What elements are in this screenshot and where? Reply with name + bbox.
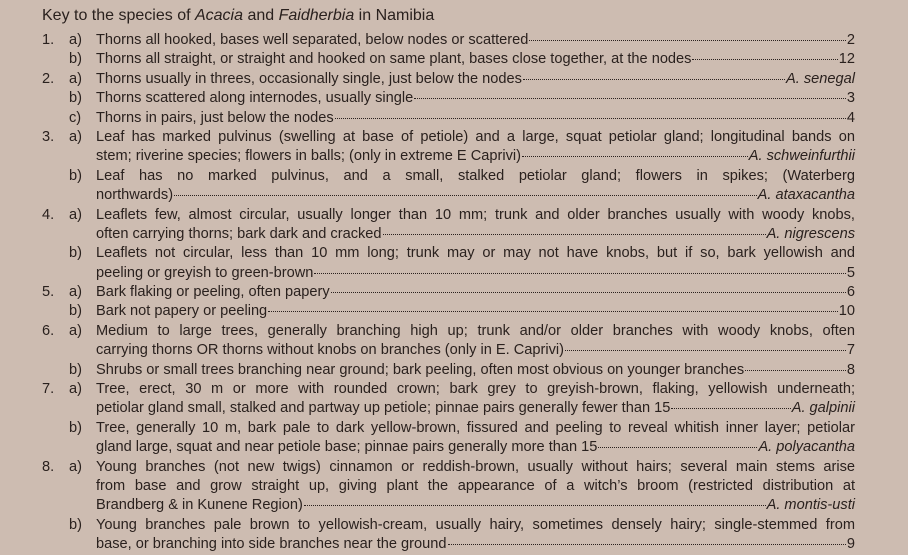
- lead-text: Young branches pale brown to yellowish-cream, usually hairy, sometimes densely hairy; single-stemmed from: [96, 516, 855, 533]
- lead-description: base, or branching into side branches near the ground: [96, 536, 447, 553]
- lead-letter: a): [69, 206, 82, 223]
- lead-text-with-result: [96, 341, 855, 360]
- dot-leader: [565, 350, 846, 351]
- lead-description: peeling or greyish to green-brown: [96, 264, 314, 281]
- dot-leader: [522, 156, 748, 157]
- key-line: [0, 264, 908, 283]
- lead-letter: b): [69, 303, 82, 320]
- couplet-number: 7.: [42, 381, 55, 398]
- lead-text-with-result: [96, 225, 855, 244]
- key-line: [0, 225, 908, 244]
- key-line: [0, 70, 908, 89]
- key-line: [0, 244, 908, 263]
- lead-text-with-result: [96, 50, 855, 69]
- couplet-number: 1.: [42, 32, 55, 48]
- next-couplet-ref: 4: [846, 109, 855, 126]
- lead-letter: a): [69, 284, 82, 301]
- lead-description: northwards): [96, 187, 174, 204]
- key-line: [0, 399, 908, 418]
- key-line: [0, 341, 908, 360]
- lead-letter: c): [69, 109, 82, 126]
- couplet-number: 4.: [42, 206, 55, 223]
- lead-text-with-result: [96, 283, 855, 302]
- species-name: A. polyacantha: [758, 439, 855, 456]
- next-couplet-ref: 8: [846, 361, 855, 378]
- lead-letter: b): [69, 51, 82, 68]
- couplet-number: 2.: [42, 70, 55, 87]
- next-couplet-ref: 12: [838, 51, 855, 68]
- key-line: [0, 147, 908, 166]
- key-line: [0, 496, 908, 515]
- lead-text: Leaflets not circular, less than 10 mm long; trunk may or may not have knobs, but if so, bark yellowish and: [96, 245, 855, 262]
- lead-text: Medium to large trees, generally branching high up; trunk and/or older branches with woody knobs, often: [96, 322, 855, 339]
- dot-leader: [745, 370, 846, 371]
- lead-description: carrying thorns OR thorns without knobs on branches (only in E. Caprivi): [96, 342, 565, 359]
- key-line: [0, 302, 908, 321]
- lead-letter: b): [69, 516, 82, 533]
- lead-text: Leaflets few, almost circular, usually longer than 10 mm; trunk and older branches usually with woody knobs,: [96, 206, 855, 223]
- lead-text: Young branches (not new twigs) cinnamon or reddish-brown, usually without hairs; several main stems arise: [96, 458, 855, 475]
- lead-text-with-result: [96, 438, 855, 457]
- lead-description: Thorns in pairs, just below the nodes: [96, 109, 334, 126]
- lead-text-with-result: [96, 361, 855, 380]
- key-line: [0, 283, 908, 302]
- couplet-number: 5.: [42, 284, 55, 301]
- key-line: [0, 50, 908, 69]
- dot-leader: [314, 273, 845, 274]
- key-line: [0, 128, 908, 147]
- dot-leader: [268, 311, 838, 312]
- lead-letter: b): [69, 245, 82, 262]
- next-couplet-ref: 10: [838, 303, 855, 320]
- next-couplet-ref: 5: [846, 264, 855, 281]
- species-name: A. schweinfurthii: [748, 148, 855, 165]
- key-line: [0, 322, 908, 341]
- lead-text-with-result: [96, 186, 855, 205]
- dot-leader: [692, 59, 837, 60]
- lead-text: Tree, erect, 30 m or more with rounded crown; bark grey to greyish-brown, flaking, yellowish underneath;: [96, 381, 855, 398]
- lead-letter: a): [69, 128, 82, 145]
- lead-text-with-result: [96, 31, 855, 50]
- lead-description: Thorns all straight, or straight and hooked on same plant, bases close together, at the nodes: [96, 51, 692, 68]
- lead-letter: a): [69, 458, 82, 475]
- lead-description: Bark flaking or peeling, often papery: [96, 284, 330, 301]
- dot-leader: [414, 98, 846, 99]
- dot-leader: [174, 195, 757, 196]
- key-line: [0, 109, 908, 128]
- dot-leader: [335, 118, 846, 119]
- lead-description: Thorns usually in threes, occasionally single, just below the nodes: [96, 70, 522, 87]
- lead-description: Shrubs or small trees branching near ground; bark peeling, often most obvious on younger branches: [96, 361, 745, 378]
- couplet-number: 6.: [42, 322, 55, 339]
- lead-text-with-result: [96, 109, 855, 128]
- lead-letter: b): [69, 90, 82, 107]
- lead-text: Tree, generally 10 m, bark pale to dark yellow-brown, fissured and peeling to reveal whitish inner layer; petiolar: [96, 419, 855, 436]
- key-line: [0, 206, 908, 225]
- dichotomous-key: [0, 31, 908, 555]
- species-name: A. montis-usti: [766, 497, 855, 514]
- key-line: [0, 419, 908, 438]
- species-name: A. senegal: [786, 70, 855, 87]
- page-title: Key to the species of Acacia and Faidherbia in Namibia: [42, 7, 435, 24]
- lead-text-with-result: [96, 70, 855, 89]
- next-couplet-ref: 9: [846, 536, 855, 553]
- lead-text: Leaf has no marked pulvinus, and a small, stalked petiolar gland; flowers in spikes; (Waterberg: [96, 167, 855, 184]
- lead-description: gland large, squat and near petiole base; pinnae pairs generally more than 15: [96, 439, 598, 456]
- lead-description: Thorns scattered along internodes, usually single: [96, 90, 414, 107]
- lead-letter: a): [69, 70, 82, 87]
- lead-letter: b): [69, 419, 82, 436]
- couplet-number: 3.: [42, 128, 55, 145]
- lead-description: Brandberg & in Kunene Region): [96, 497, 303, 514]
- lead-description: petiolar gland small, stalked and partway up petiole; pinnae pairs generally fewer than 15: [96, 400, 671, 417]
- key-line: [0, 31, 908, 50]
- lead-text-with-result: [96, 399, 855, 418]
- lead-letter: a): [69, 32, 82, 48]
- species-name: A. galpinii: [791, 400, 855, 417]
- species-name: A. ataxacantha: [757, 187, 855, 204]
- key-line: [0, 458, 908, 477]
- dot-leader: [671, 408, 790, 409]
- dot-leader: [331, 292, 846, 293]
- key-line: [0, 516, 908, 535]
- lead-description: stem; riverine species; flowers in balls; (only in extreme E Caprivi): [96, 148, 521, 165]
- key-line: [0, 477, 908, 496]
- dot-leader: [383, 234, 766, 235]
- lead-text: Leaf has marked pulvinus (swelling at base of petiole) and a large, squat petiolar gland; longitudinal bands on: [96, 128, 855, 145]
- lead-text-with-result: [96, 496, 855, 515]
- lead-description: often carrying thorns; bark dark and cracked: [96, 225, 382, 242]
- key-line: [0, 167, 908, 186]
- dot-leader: [523, 79, 785, 80]
- couplet-number: 8.: [42, 458, 55, 475]
- key-line: [0, 186, 908, 205]
- lead-text-with-result: [96, 264, 855, 283]
- lead-text-with-result: [96, 147, 855, 166]
- key-line: [0, 438, 908, 457]
- next-couplet-ref: 7: [846, 342, 855, 359]
- lead-description: Thorns all hooked, bases well separated, below nodes or scattered: [96, 32, 529, 48]
- lead-letter: a): [69, 381, 82, 398]
- key-line: [0, 89, 908, 108]
- lead-text-with-result: [96, 302, 855, 321]
- lead-letter: a): [69, 322, 82, 339]
- key-line: [0, 361, 908, 380]
- lead-text: from base and grow straight up, giving plant the appearance of a witch’s broom (restricted distribution at: [96, 477, 855, 494]
- dot-leader: [304, 505, 766, 506]
- lead-letter: b): [69, 361, 82, 378]
- next-couplet-ref: 2: [846, 32, 855, 48]
- lead-letter: b): [69, 167, 82, 184]
- key-line: [0, 380, 908, 399]
- species-name: A. nigrescens: [766, 225, 855, 242]
- next-couplet-ref: 3: [846, 90, 855, 107]
- next-couplet-ref: 6: [846, 284, 855, 301]
- lead-text-with-result: [96, 89, 855, 108]
- lead-description: Bark not papery or peeling: [96, 303, 268, 320]
- dot-leader: [598, 447, 757, 448]
- dot-leader: [529, 40, 845, 41]
